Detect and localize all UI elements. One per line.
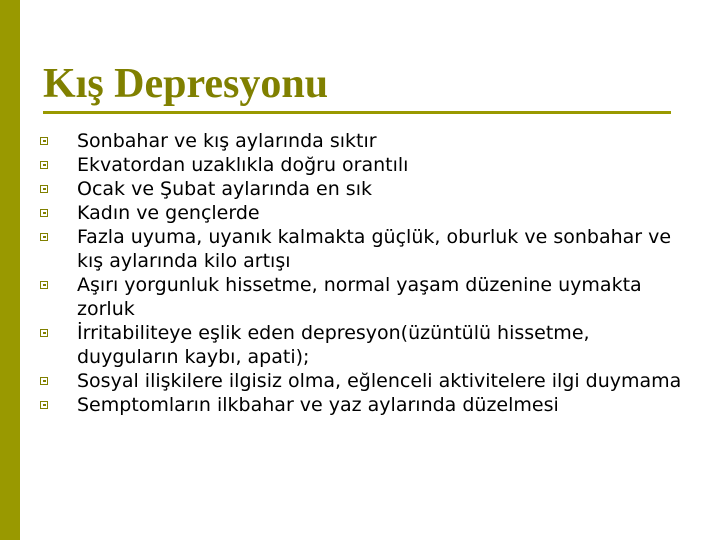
list-item	[40, 177, 690, 201]
list-item	[40, 201, 690, 225]
bullet-text: Aşırı yorgunluk hissetme, normal yaşam düzenine uymakta zorluk	[77, 274, 642, 320]
bullet-text: İrritabiliteye eşlik eden depresyon(üzüntülü hissetme, duyguların kaybı, apati);	[77, 322, 590, 368]
bullet-list	[40, 129, 690, 417]
square-bullet-icon	[40, 161, 48, 169]
square-bullet-icon	[40, 377, 48, 385]
bullet-text: Ekvatordan uzaklıkla doğru orantılı	[77, 154, 409, 176]
list-item	[40, 393, 690, 417]
title-underline	[43, 111, 671, 114]
square-bullet-icon	[40, 233, 48, 241]
bullet-text: Ocak ve Şubat aylarında en sık	[77, 178, 372, 200]
list-item	[40, 225, 690, 273]
list-item	[40, 369, 690, 393]
left-accent-bar	[0, 0, 20, 540]
bullet-text: Kadın ve gençlerde	[77, 202, 260, 224]
square-bullet-icon	[40, 137, 48, 145]
bullet-text: Sonbahar ve kış aylarında sıktır	[77, 130, 377, 152]
square-bullet-icon	[40, 185, 48, 193]
bullet-text: Semptomların ilkbahar ve yaz aylarında düzelmesi	[77, 394, 559, 416]
square-bullet-icon	[40, 329, 48, 337]
list-item	[40, 153, 690, 177]
slide-title: Kış Depresyonu	[43, 61, 329, 107]
square-bullet-icon	[40, 281, 48, 289]
bullet-text: Fazla uyuma, uyanık kalmakta güçlük, oburluk ve sonbahar ve kış aylarında kilo artışı	[77, 226, 672, 272]
list-item	[40, 321, 690, 369]
list-item	[40, 129, 690, 153]
bullet-text: Sosyal ilişkilere ilgisiz olma, eğlenceli aktivitelere ilgi duymama	[77, 370, 682, 392]
square-bullet-icon	[40, 401, 48, 409]
square-bullet-icon	[40, 209, 48, 217]
list-item	[40, 273, 690, 321]
